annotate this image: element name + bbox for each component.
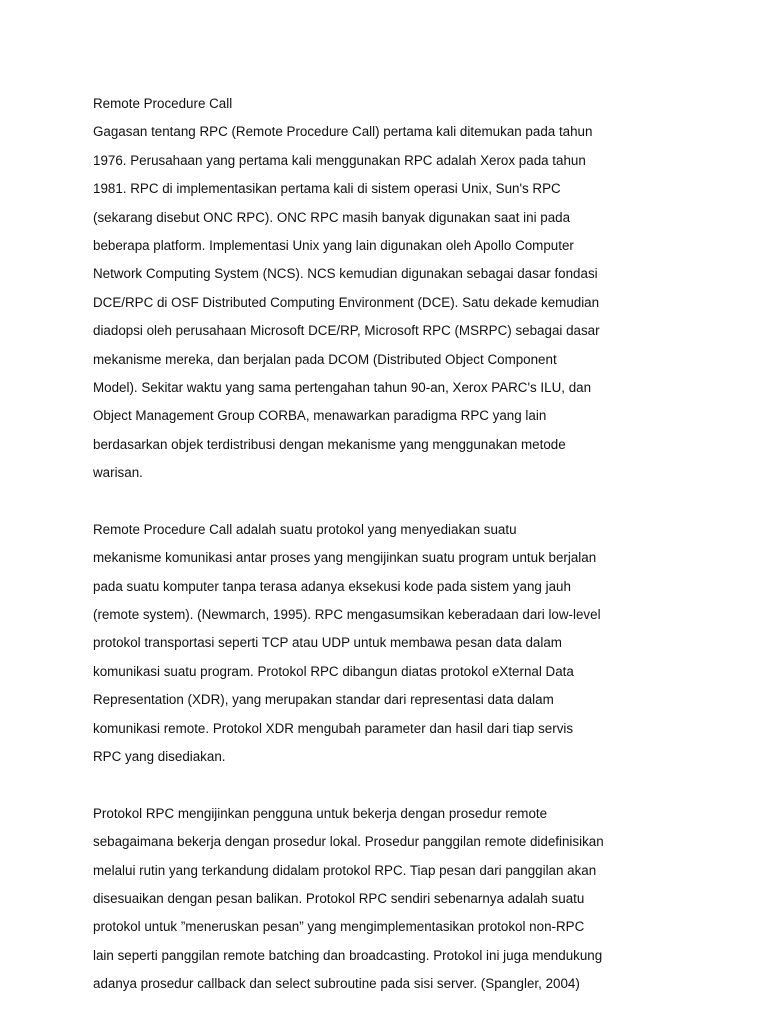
paragraph-1: [93, 118, 653, 487]
text-line: mekanisme komunikasi antar proses yang mengijinkan suatu program untuk berjalan: [93, 550, 597, 566]
text-line: komunikasi suatu program. Protokol RPC dibangun diatas protokol eXternal Data: [93, 663, 574, 679]
text-line: 1976. Perusahaan yang pertama kali menggunakan RPC adalah Xerox pada tahun: [93, 152, 586, 168]
text-line: sebagaimana bekerja dengan prosedur lokal. Prosedur panggilan remote didefinisikan: [93, 834, 604, 850]
text-line: (remote system). (Newmarch, 1995). RPC mengasumsikan keberadaan dari low-level: [93, 607, 601, 623]
paragraph-2: [93, 516, 653, 772]
text-line: 1981. RPC di implementasikan pertama kali di sistem operasi Unix, Sun's RPC: [93, 181, 561, 197]
text-line: diadopsi oleh perusahaan Microsoft DCE/RP, Microsoft RPC (MSRPC) sebagai dasar: [93, 323, 600, 339]
paragraph-3: [93, 800, 653, 999]
text-line: Protokol RPC mengijinkan pengguna untuk bekerja dengan prosedur remote: [93, 805, 548, 821]
text-line: melalui rutin yang terkandung didalam protokol RPC. Tiap pesan dari panggilan akan: [93, 862, 597, 878]
text-line: warisan.: [93, 465, 143, 481]
text-line: Remote Procedure Call adalah suatu protokol yang menyediakan suatu: [93, 521, 517, 537]
paragraph-spacer: [93, 487, 653, 515]
document-title: Remote Procedure Call: [93, 96, 233, 111]
text-line: Gagasan tentang RPC (Remote Procedure Call) pertama kali ditemukan pada tahun: [93, 124, 593, 140]
text-line: Model). Sekitar waktu yang sama pertengahan tahun 90-an, Xerox PARC's ILU, dan: [93, 379, 592, 395]
text-line: Representation (XDR), yang merupakan standar dari representasi data dalam: [93, 692, 554, 708]
text-line: protokol transportasi seperti TCP atau UDP untuk membawa pesan data dalam: [93, 635, 562, 651]
text-line: disesuaikan dengan pesan balikan. Protokol RPC sendiri sebenarnya adalah suatu: [93, 890, 585, 906]
document-page: [93, 90, 653, 999]
text-line: Network Computing System (NCS). NCS kemudian digunakan sebagai dasar fondasi: [93, 266, 598, 282]
text-line: RPC yang disediakan.: [93, 748, 226, 764]
text-line: Object Management Group CORBA, menawarkan paradigma RPC yang lain: [93, 408, 547, 424]
text-line: DCE/RPC di OSF Distributed Computing Environment (DCE). Satu dekade kemudian: [93, 294, 600, 310]
text-line: protokol untuk ”meneruskan pesan” yang mengimplementasikan protokol non-RPC: [93, 919, 585, 935]
paragraph-spacer: [93, 771, 653, 799]
text-line: berdasarkan objek terdistribusi dengan mekanisme yang menggunakan metode: [93, 436, 566, 452]
text-line: beberapa platform. Implementasi Unix yang lain digunakan oleh Apollo Computer: [93, 237, 574, 253]
text-line: (sekarang disebut ONC RPC). ONC RPC masih banyak digunakan saat ini pada: [93, 209, 571, 225]
text-line: lain seperti panggilan remote batching dan broadcasting. Protokol ini juga mendukung: [93, 947, 603, 963]
text-line: komunikasi remote. Protokol XDR mengubah parameter dan hasil dari tiap servis: [93, 720, 574, 736]
text-line: pada suatu komputer tanpa terasa adanya eksekusi kode pada sistem yang jauh: [93, 578, 571, 594]
text-line: adanya prosedur callback dan select subroutine pada sisi server. (Spangler, 2004): [93, 976, 580, 992]
text-line: mekanisme mereka, dan berjalan pada DCOM (Distributed Object Component: [93, 351, 557, 367]
